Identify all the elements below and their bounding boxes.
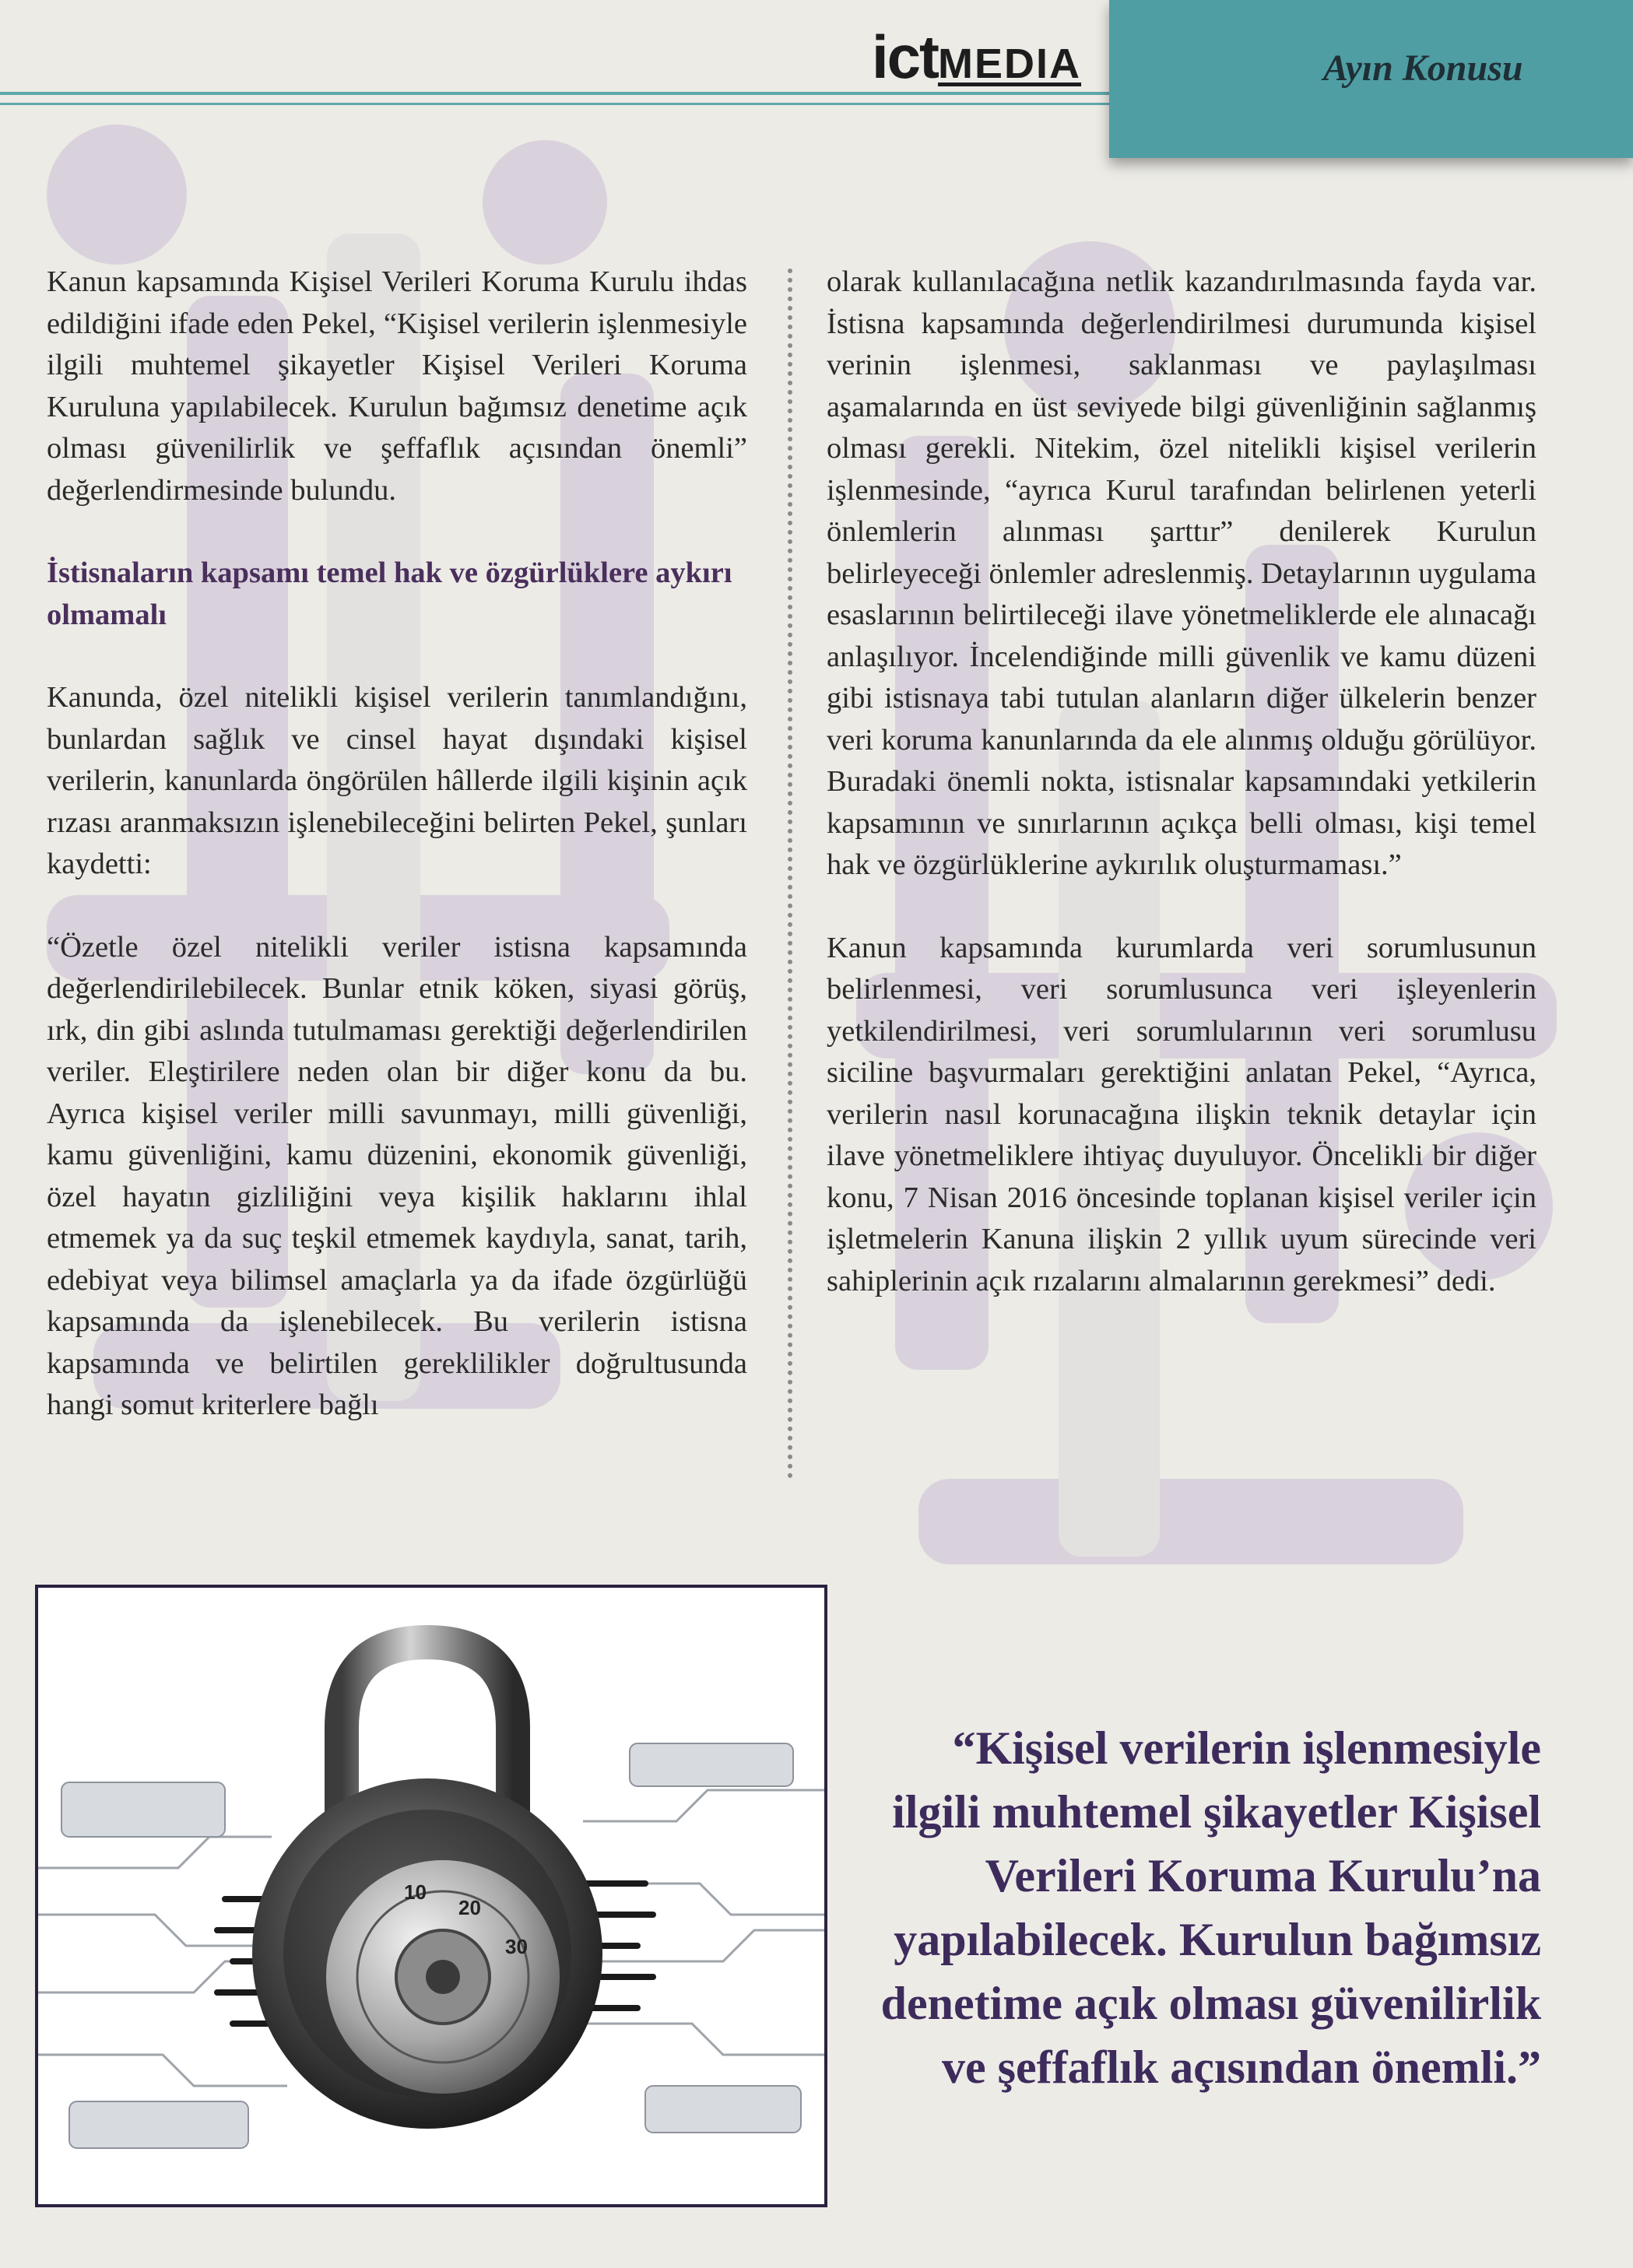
left-column	[47, 262, 747, 1468]
left-paragraph-2: Kanunda, özel nitelikli kişisel verilerin tanımlandığını, bunlardan sağlık ve cinsel hayat dışındaki kişisel verilerin, kanunlarda öngörülen hâllerde ilgili kişinin açık rızası aranmaksızın işlenebileceğini belirten Pekel, şunları kaydetti:	[47, 681, 747, 880]
dial-number-20: 20	[458, 1896, 481, 1919]
page-header	[0, 0, 1633, 163]
left-paragraph-1: Kanun kapsamında Kişisel Verileri Koruma Kurulu ihdas edildiğini ifade eden Pekel, “Kişisel verilerin işlenmesiyle ilgili muhtemel şikayetler Kişisel Verileri Koruma Kuruluna yapılabilecek. Kurulun bağımsız denetime açık olması güvenilirlik ve şeffaflık açısından önemli” değerlendirmesinde bulundu.	[47, 265, 747, 507]
ictmedia-logo	[872, 22, 1081, 93]
subheading: İstisnaların kapsamı temel hak ve özgürlüklere aykırı olmamalı	[47, 556, 732, 631]
dial-number-10: 10	[404, 1880, 427, 1904]
right-paragraph-2: Kanun kapsamında kurumlarda veri sorumlusunun belirlenmesi, veri sorumlusunca veri işleyenlerin yetkilendirilmesi, veri sorumlularının veri sorumlusu siciline başvurmaları gerektiğini anlatan Pekel, “Ayrıca, verilerin nasıl korunacağına ilişkin teknik detaylar için ilave yönetmeliklere ihtiyaç duyuluyor. Öncelikli bir diğer konu, 7 Nisan 2016 öncesinde toplanan kişisel veriler için işletmelerin Kanuna ilişkin 2 yıllık uyum sürecinde veri sahiplerinin açık rızalarını almalarının gerekmesi” dedi.	[827, 931, 1536, 1297]
logo-ict: ict	[872, 23, 939, 91]
logo-media: MEDIA	[938, 40, 1082, 87]
padlock-icon	[38, 1588, 824, 2204]
header-rule-secondary	[0, 103, 1109, 105]
section-title: Ayın Konusu	[1323, 47, 1523, 89]
right-column	[827, 262, 1536, 1343]
padlock-illustration	[35, 1585, 827, 2207]
column-divider	[788, 269, 792, 1479]
dial-number-30: 30	[505, 1935, 528, 1958]
left-paragraph-3: “Özetle özel nitelikli veriler istisna kapsamında değerlendirilebilecek. Bunlar etnik köken, siyasi görüş, ırk, din gibi aslında tutulmaması gerektiği değerlendirilen veriler. Eleştirilere neden olan bir diğer konu da bu. Ayrıca kişisel veriler milli savunmayı, milli güvenliği, kamu güvenliğini, kamu düzenini, ekonomik güvenliği, özel hayatın gizliliğini veya kişilik haklarını ihlal etmemek ya da suç teşkil etmemek kaydıyla, sanat, tarih, edebiyat veya bilimsel amaçlarla ya da ifade özgürlüğü kapsamında da işlenebilecek. Bu verilerin istisna kapsamında ve belirtilen gereklilikler doğrultusunda hangi somut kriterlere bağlı	[47, 930, 747, 1421]
pull-quote: “Kişisel verilerin işlenmesiyle ilgili muhtemel şikayetler Kişisel Verileri Koruma Kurulu’na yapılabilecek. Kurulun bağımsız denetime açık olması güvenilirlik ve şeffaflık açısından önemli.”	[880, 1722, 1541, 2093]
right-paragraph-1: olarak kullanılacağına netlik kazandırılmasında fayda var. İstisna kapsamında değerlendirilmesi durumunda kişisel verinin işlenmesi, saklanması ve paylaşılması aşamalarında en üst seviyede bilgi güvenliğinin sağlanmış olması gerekli. Nitekim, özel nitelikli kişisel verilerin işlenmesinde, “ayrıca Kurul tarafından belirlenen yeterli önlemlerin alınması şarttır” denilerek Kurulun belirleyeceği önlemler adreslenmiş. Detaylarının uygulama esaslarının belirtileceği ilave yönetmeliklerde ele alınacağı anlaşılıyor. İncelendiğinde milli güvenlik ve kamu düzeni gibi istisnaya tabi tutulan alanların diğer ülkelerin benzer veri koruma kanunlarında da ele alınmış olduğu görülüyor. Buradaki önemli nokta, istisnalar kapsamındaki yetkilerin kapsamının ve sınırlarının açıkça belli olması, kişi temel hak ve özgürlüklerine aykırılık oluşturmaması.”	[827, 265, 1536, 881]
